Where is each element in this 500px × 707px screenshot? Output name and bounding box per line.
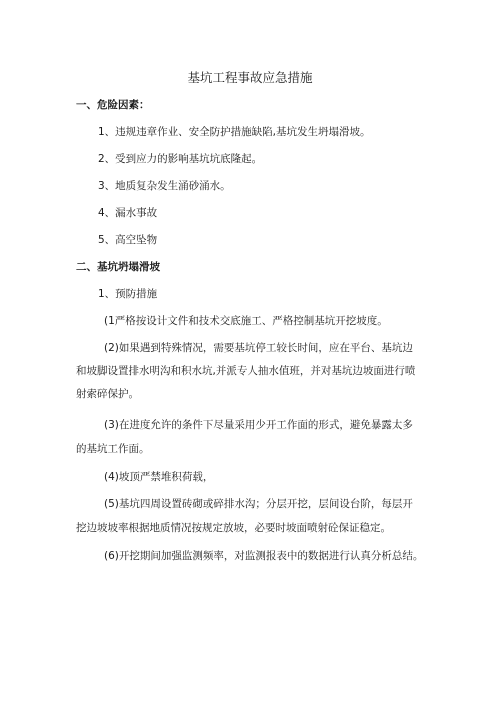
measure-3-line-2: 的基坑工作面。 bbox=[76, 443, 150, 455]
hazard-item-3: 3、地质复杂发生涌砂涌水。 bbox=[98, 180, 231, 192]
measure-1-line-1: (1严格按设计文件和技术交底施工、严格控制基坑开挖坡度。 bbox=[104, 315, 388, 327]
measure-2-line-3: 射索碎保护。 bbox=[76, 388, 139, 400]
hazard-item-2: 2、受到应力的影响基坑坑底隆起。 bbox=[98, 153, 263, 165]
hazard-item-5: 5、高空坠物 bbox=[98, 234, 158, 246]
subheading-prevention: 1、预防措施 bbox=[98, 288, 158, 300]
measure-3-line-1: (3)在进度允许的条件下尽量采用少开工作面的形式，避免暴露太多 bbox=[104, 419, 413, 431]
measure-6-line-1: (6)开挖期间加强监测频率，对监测报表中的数据进行认真分析总结。 bbox=[104, 550, 424, 562]
measure-5-line-2: 挖边坡坡率根据地质情况按规定放坡，必要时坡面喷射砼保证稳定。 bbox=[76, 522, 391, 534]
measure-5-line-1: (5)基坑四周设置砖砌或碎排水沟；分层开挖，层间设台阶，每层开 bbox=[104, 498, 413, 510]
measure-2-line-2: 和坡脚设置排水明沟和积水坑,并派专人抽水值班，并对基坑边坡面进行喷 bbox=[76, 365, 416, 377]
measure-4-line-1: (4)坡顶严禁堆积荷载， bbox=[104, 471, 214, 483]
document-title: 基坑工程事故应急措施 bbox=[187, 70, 313, 85]
section-heading-collapse: 二、基坑坍塌滑坡 bbox=[76, 261, 160, 273]
hazard-item-4: 4、漏水事故 bbox=[98, 207, 158, 219]
measure-2-line-1: (2)如果遇到特殊情况，需要基坑停工较长时间，应在平台、基坑边 bbox=[104, 342, 413, 354]
hazard-item-1: 1、违规违章作业、安全防护措施缺陷,基坑发生坍塌滑坡。 bbox=[98, 126, 371, 138]
section-heading-hazards: 一、危险因素： bbox=[76, 99, 150, 111]
